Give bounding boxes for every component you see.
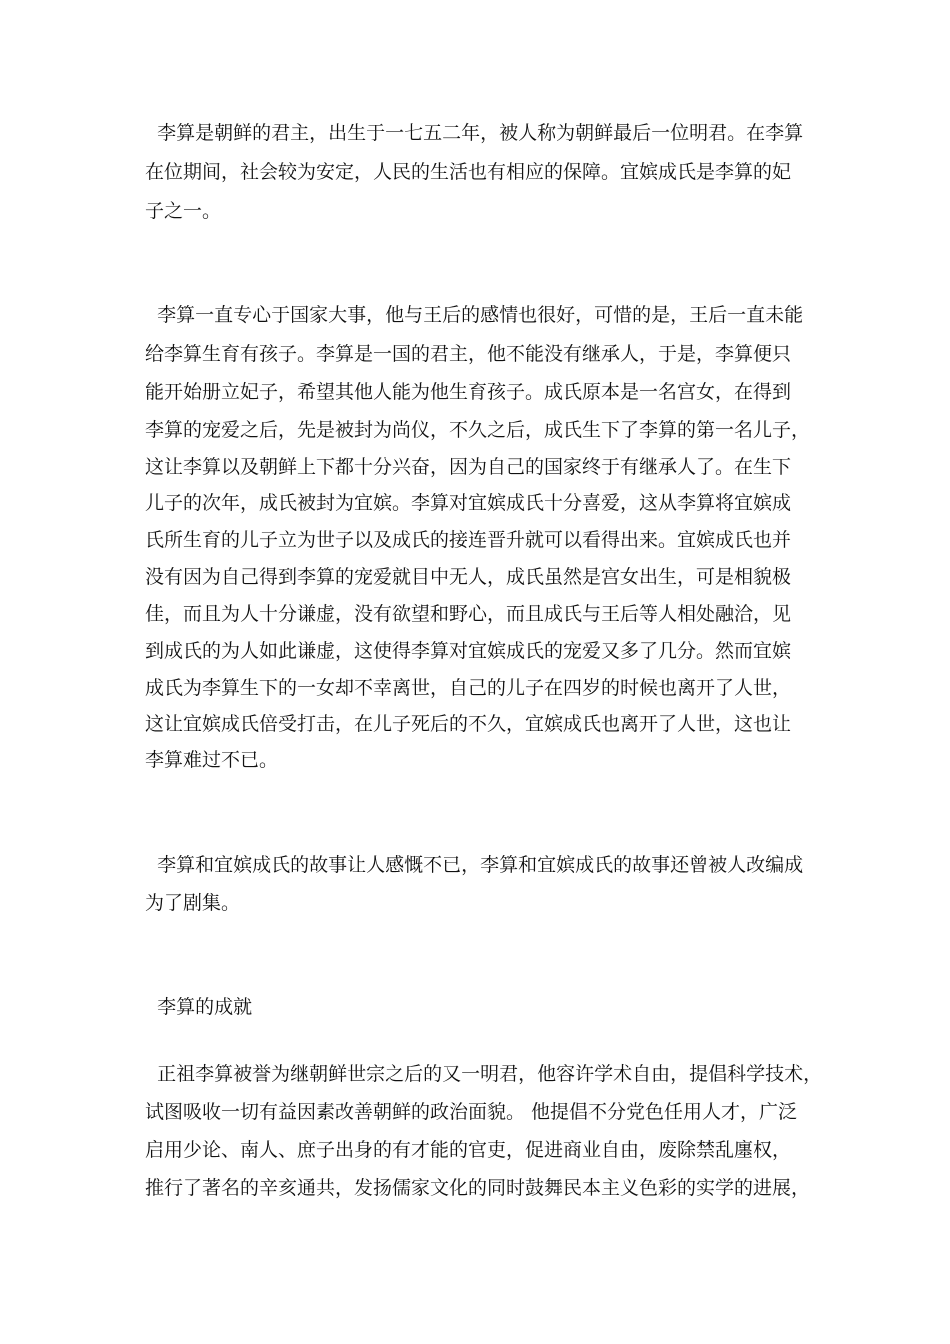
paragraph-2-line-6: 儿子的次年，成氏被封为宜嫔。李算对宜嫔成氏十分喜爱，这从李算将宜嫔成	[145, 492, 792, 514]
paragraph-1-line-1: 李算是朝鲜的君主，出生于一七五二年，被人称为朝鲜最后一位明君。在李算	[145, 122, 804, 144]
paragraph-2-line-2: 给李算生育有孩子。李算是一国的君主，他不能没有继承人，于是，李算便只	[145, 343, 792, 365]
paragraph-2-line-11: 成氏为李算生下的一女却不幸离世，自己的儿子在四岁的时候也离开了人世，	[145, 677, 792, 699]
paragraph-2-line-9: 佳，而且为人十分谦虚，没有欲望和野心，而且成氏与王后等人相处融洽，见	[145, 603, 792, 625]
paragraph-2-line-1: 李算一直专心于国家大事，他与王后的感情也很好，可惜的是，王后一直未能	[145, 304, 804, 326]
paragraph-4-line-4: 推行了著名的辛亥通共，发扬儒家文化的同时鼓舞民本主义色彩的实学的进展，	[145, 1177, 811, 1199]
paragraph-2-line-5: 这让李算以及朝鲜上下都十分兴奋，因为自己的国家终于有继承人了。在生下	[145, 456, 792, 478]
paragraph-2-line-12: 这让宜嫔成氏倍受打击，在儿子死后的不久，宜嫔成氏也离开了人世，这也让	[145, 713, 792, 735]
paragraph-1-line-3: 子之一。	[145, 200, 222, 222]
paragraph-1-line-2: 在位期间，社会较为安定，人民的生活也有相应的保障。宜嫔成氏是李算的妃	[145, 161, 792, 183]
paragraph-4-line-2: 试图吸收一切有益因素改善朝鲜的政治面貌。 他提倡不分党色任用人才，广泛	[145, 1101, 798, 1123]
paragraph-2-line-13: 李算难过不已。	[145, 749, 279, 771]
paragraph-4-line-1: 正祖李算被誉为继朝鲜世宗之后的又一明君，他容许学术自由，提倡科学技术，	[145, 1063, 823, 1085]
paragraph-2-line-4: 李算的宠爱之后，先是被封为尚仪，不久之后，成氏生下了李算的第一名儿子，	[145, 419, 811, 441]
paragraph-2-line-3: 能开始册立妃子，希望其他人能为他生育孩子。成氏原本是一名宫女，在得到	[145, 381, 792, 403]
paragraph-2-line-7: 氏所生育的儿子立为世子以及成氏的接连晋升就可以看得出来。宜嫔成氏也并	[145, 529, 792, 551]
paragraph-3-line-1: 李算和宜嫔成氏的故事让人感慨不已，李算和宜嫔成氏的故事还曾被人改编成	[145, 854, 804, 876]
paragraph-3-line-2: 为了剧集。	[145, 892, 241, 914]
paragraph-2-line-8: 没有因为自己得到李算的宠爱就目中无人，成氏虽然是宫女出生，可是相貌极	[145, 566, 792, 588]
paragraph-4-line-3: 启用少论、南人、庶子出身的有才能的官吏，促进商业自由，废除禁乱廛权，	[145, 1139, 792, 1161]
paragraph-2-line-10: 到成氏的为人如此谦虚，这使得李算对宜嫔成氏的宠爱又多了几分。然而宜嫔	[145, 640, 792, 662]
section-heading: 李算的成就	[145, 996, 253, 1018]
